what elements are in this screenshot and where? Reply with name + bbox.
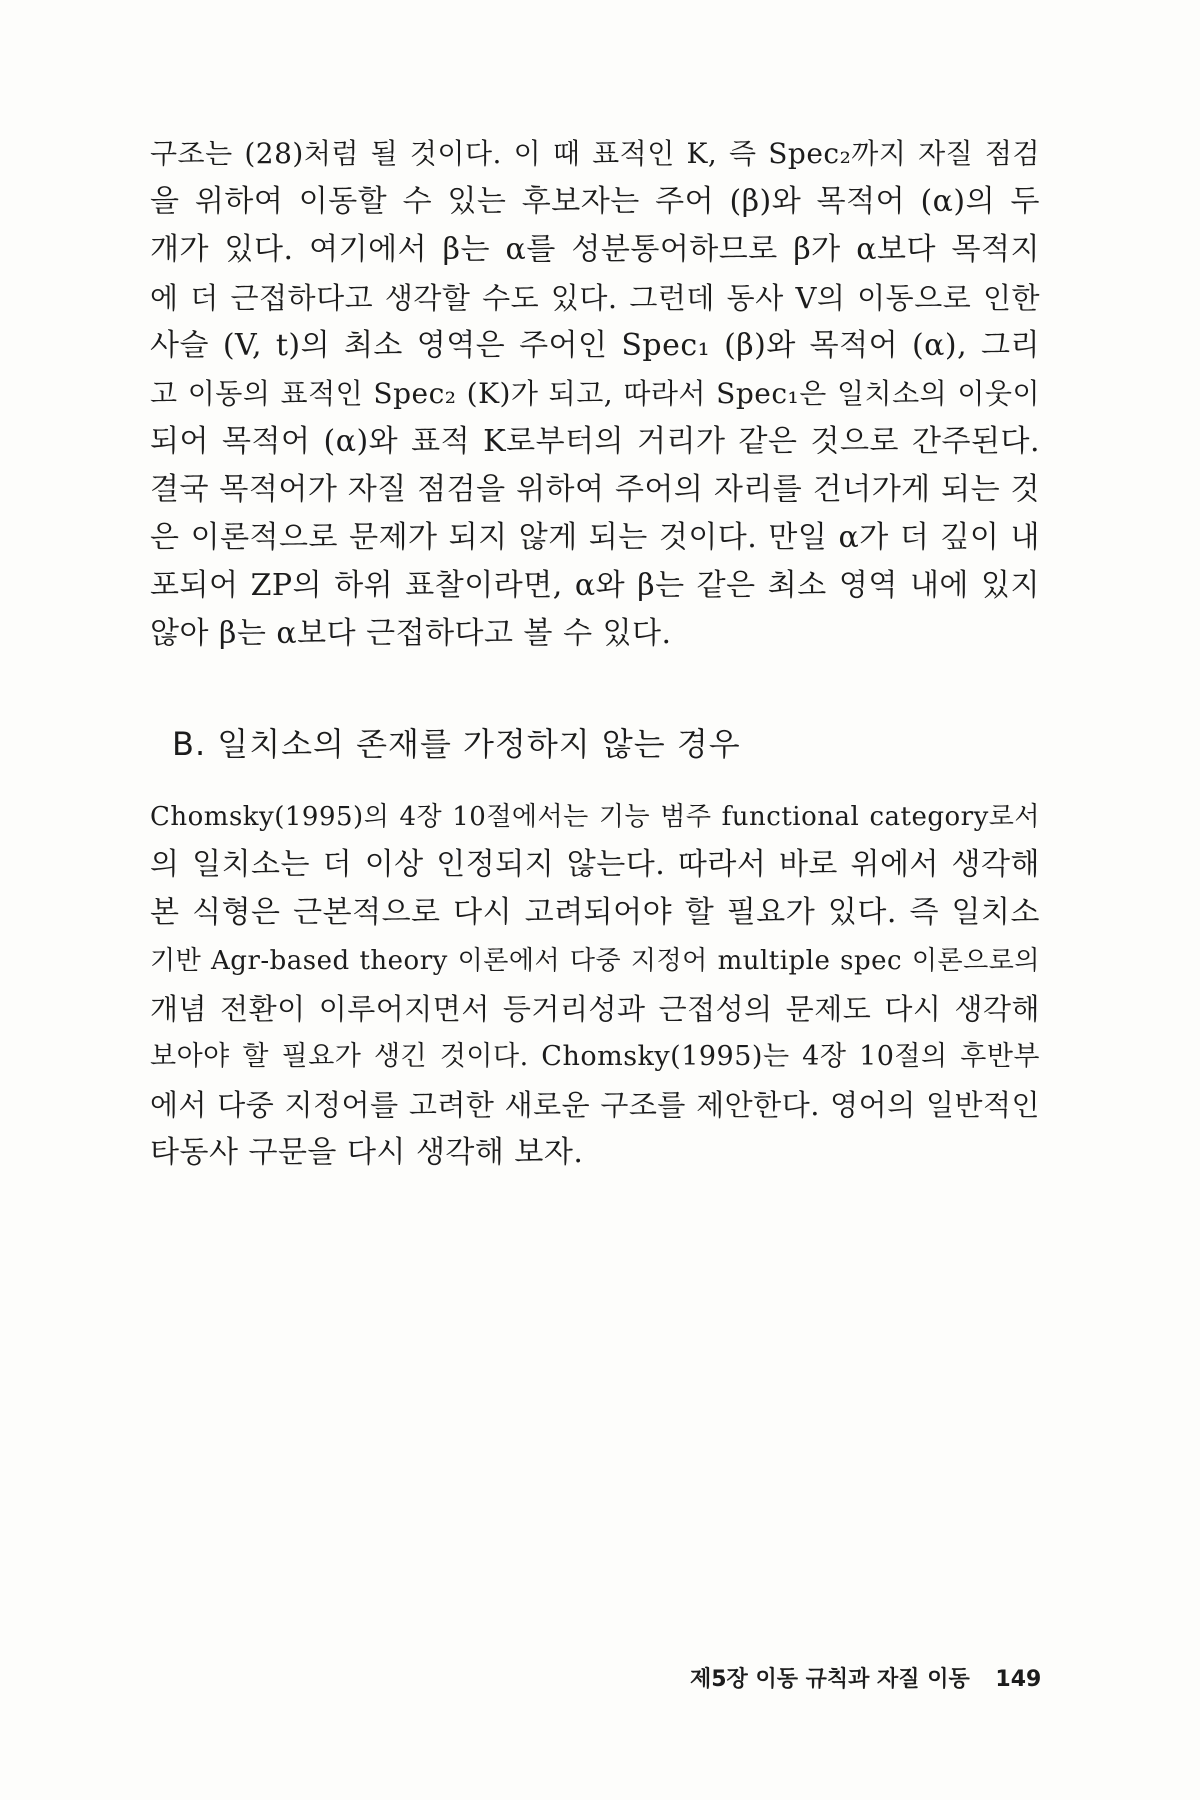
running-title: 제5장 이동 규칙과 자질 이동 (690, 1667, 970, 1692)
text-line: 구조는 (28)처럼 될 것이다. 이 때 표적인 K, 즉 Spec₂까지 자질 점검 (150, 137, 1040, 170)
text-line: Chomsky(1995)의 4장 10절에서는 기능 범주 functional category로서 (150, 802, 1040, 832)
section-heading: B. 일치소의 존재를 가정하지 않는 경우 (172, 725, 741, 763)
text-line: 고 이동의 표적인 Spec₂ (K)가 되고, 따라서 Spec₁은 일치소의 이웃이 (150, 377, 1040, 410)
text-line: 포되어 ZP의 하위 표찰이라면, α와 β는 같은 최소 영역 내에 있지 (150, 568, 1040, 603)
text-line: 보아야 할 필요가 생긴 것이다. Chomsky(1995)는 4장 10절의 후반부 (150, 1041, 1040, 1072)
text-line: 타동사 구문을 다시 생각해 보자. (150, 1135, 584, 1170)
body-paragraph-2 (150, 793, 1040, 1177)
text-line: 않아 β는 α보다 근접하다고 볼 수 있다. (150, 616, 672, 651)
text-line: 되어 목적어 (α)와 표적 K로부터의 거리가 같은 것으로 간주된다. (150, 424, 1040, 459)
page-number: 149 (995, 1667, 1042, 1692)
text-line: 개가 있다. 여기에서 β는 α를 성분통어하므로 β가 α보다 목적지 (150, 232, 1040, 267)
text-line: 본 식형은 근본적으로 다시 고려되어야 할 필요가 있다. 즉 일치소 (150, 895, 1040, 930)
text-line: 사슬 (V, t)의 최소 영역은 주어인 Spec₁ (β)와 목적어 (α), 그리 (150, 328, 1040, 363)
text-line: 결국 목적어가 자질 점검을 위하여 주어의 자리를 건너가게 되는 것 (150, 472, 1040, 507)
text-line: 에서 다중 지정어를 고려한 새로운 구조를 제안한다. 영어의 일반적인 (150, 1088, 1040, 1122)
text-line: 에 더 근접하다고 생각할 수도 있다. 그런데 동사 V의 이동으로 인한 (150, 281, 1040, 315)
text-line: 개념 전환이 이루어지면서 등거리성과 근접성의 문제도 다시 생각해 (150, 992, 1040, 1026)
text-line: 의 일치소는 더 이상 인정되지 않는다. 따라서 바로 위에서 생각해 (150, 847, 1040, 882)
text-line: 을 위하여 이동할 수 있는 후보자는 주어 (β)와 목적어 (α)의 두 (150, 184, 1040, 219)
body-paragraph-1 (150, 130, 1040, 658)
text-line: 기반 Agr-based theory 이론에서 다중 지정어 multiple spec 이론으로의 (150, 946, 1040, 976)
text-line: 은 이론적으로 문제가 되지 않게 되는 것이다. 만일 α가 더 깊이 내 (150, 520, 1040, 555)
page-footer (690, 1665, 1040, 1695)
